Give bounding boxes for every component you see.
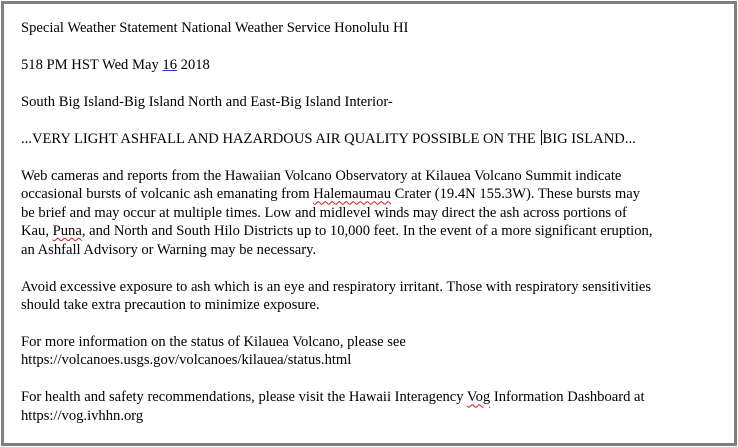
headline-part-2: BIG ISLAND...: [542, 131, 636, 147]
body-line-2-end: Crater (19.4N 155.3W). These bursts may: [391, 186, 640, 203]
body-line-5: an Ashfall Advisory or Warning may be necessary.: [21, 241, 317, 258]
info-url: https://volcanoes.usgs.gov/volcanoes/kilauea/status.html: [21, 352, 352, 369]
body-line-2: [21, 185, 721, 203]
avoid-line-2: should take extra precaution to minimize exposure.: [21, 297, 320, 314]
document-frame: [1, 1, 737, 446]
misspelled-word-puna[interactable]: Puna: [52, 223, 82, 240]
misspelled-word-vog[interactable]: Vog: [466, 389, 491, 406]
statement-zones: South Big Island-Big Island North and East-Big Island Interior-: [21, 94, 393, 110]
text-cursor: [541, 130, 542, 145]
health-line-1-end: Information Dashboard at: [490, 389, 645, 406]
statement-header: Special Weather Statement National Weather Service Honolulu HI: [21, 20, 409, 36]
body-line-1: Web cameras and reports from the Hawaiian Volcano Observatory at Kilauea Volcano Summit indicate: [21, 168, 622, 184]
time-day: 16: [162, 57, 177, 73]
avoid-line-1: Avoid excessive exposure to ash which is an eye and respiratory irritant. Those with respiratory sensitivities: [21, 278, 652, 295]
misspelled-word-halemaumau[interactable]: Halemaumau: [313, 186, 392, 203]
health-line-1-start: For health and safety recommendations, please visit the Hawaii Interagency: [21, 389, 467, 406]
statement-text[interactable]: [21, 19, 721, 425]
body-line-4: [21, 222, 721, 240]
body-line-4-start: Kau,: [21, 223, 53, 240]
body-line-3: be brief and may occur at multiple times. Low and midlevel winds may direct the ash across portions of: [21, 204, 627, 221]
statement-headline: [21, 130, 721, 148]
headline-part-1: ...VERY LIGHT ASHFALL AND HAZARDOUS AIR QUALITY POSSIBLE ON THE: [21, 131, 540, 147]
time-year: 2018: [177, 57, 210, 73]
body-line-4-end: , and North and South Hilo Districts up to 10,000 feet. In the event of a more significant eruption,: [81, 223, 653, 240]
statement-time: [21, 56, 721, 74]
info-line-1: For more information on the status of Kilauea Volcano, please see: [21, 334, 406, 351]
body-line-2-start: occasional bursts of volcanic ash emanating from: [21, 186, 314, 203]
health-url: https://vog.ivhhn.org: [21, 407, 144, 424]
health-line-1: [21, 388, 721, 406]
time-prefix: 518 PM HST Wed May: [21, 57, 163, 73]
